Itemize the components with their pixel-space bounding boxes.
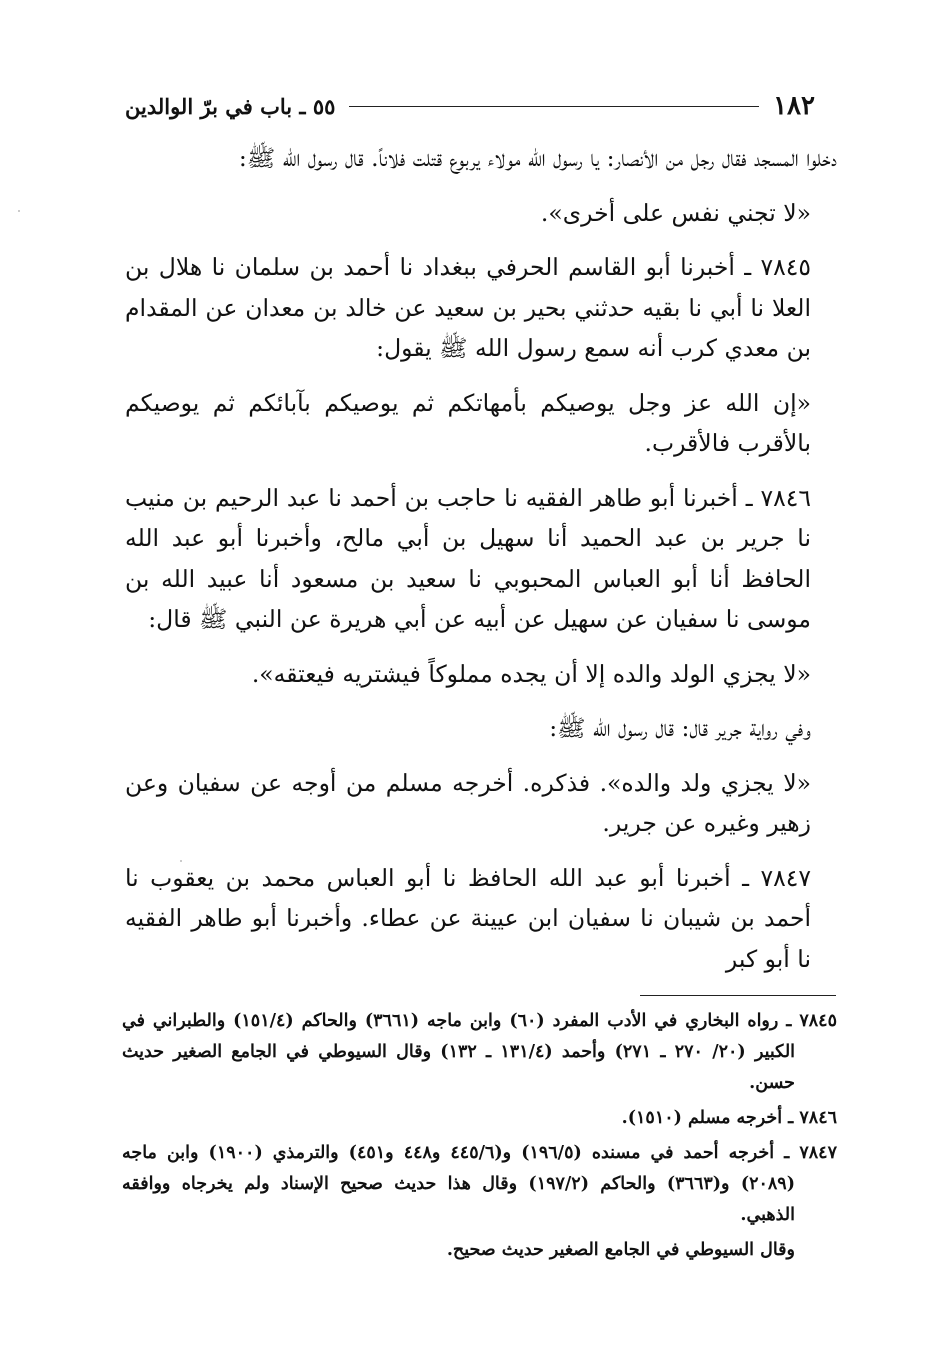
hadith-quote: «لا يجزي ولد والده». فذكره. أخرجه مسلم من أوجه عن سفيان وعن زهير وغيره عن جرير.: [125, 768, 811, 837]
hadith-quote: «لا يجزي الولد والده إلا أن يجده مملوكاً فيشتريه فيعتقه».: [251, 659, 811, 688]
footnote-7847: ٧٨٤٧ ـ أخرجه أحمد في مسنده (١٩٦/٥) و(٤٤٥/٦ و٤٤٨ و٤٥١) والترمذي (١٩٠٠) وابن ماجه (٢٠٨٩) و(٣٦٦٣) والحاكم (١٩٧/٢) وقال هذا حديث صحيح الإسناد ولم يخرجاه ووافقه الذهبي.: [122, 1143, 837, 1225]
running-header: [125, 86, 815, 126]
footnote-separator: [640, 995, 836, 996]
chapter-title: ٥٥ ـ باب في برّ الوالدين: [125, 93, 336, 119]
scan-speck: [18, 210, 20, 212]
page-number: ١٨٢: [773, 91, 815, 121]
scan-speck: [180, 860, 182, 862]
main-text: [125, 138, 837, 993]
hadith-quote: «إن الله عز وجل يوصيكم بأمهاتكم ثم يوصيكم بآبائكم ثم يوصيكم بالأقرب فالأقرب.: [125, 388, 811, 457]
hadith-7846: ٧٨٤٦ ـ أخبرنا أبو طاهر الفقيه نا حاجب بن أحمد نا عبد الرحيم بن منيب نا جرير بن عبد الحميد أنا سهيل بن أبي مالح، وأخبرنا أبو عبد الله الحافظ أنا أبو العباس المحبوبي نا سعيد بن مسعود أنا عبيد الله بن موسى نا سفيان عن سهيل عن أبيه عن أبي هريرة عن النبي ﷺ قال:: [125, 483, 811, 633]
footnote-7846: ٧٨٤٦ ـ أخرجه مسلم (١٥١٠).: [621, 1108, 837, 1128]
hadith-7847: ٧٨٤٧ ـ أخبرنا أبو عبد الله الحافظ نا أبو العباس محمد بن يعقوب نا أحمد بن شيبان نا سفيان ابن عيينة عن عطاء. وأخبرنا أبو طاهر الفقيه نا أبو كبر: [125, 863, 811, 973]
footnote-7847-continuation: وقال السيوطي في الجامع الصغير حديث صحيح.: [446, 1240, 795, 1260]
footnotes: [122, 1006, 837, 1266]
hadith-7845: ٧٨٤٥ ـ أخبرنا أبو القاسم الحرفي ببغداد نا أحمد بن سلمان نا هلال بن العلا نا أبي نا بقيه حدثني بحير بن سعيد عن خالد بن معدان عن المقدام بن معدي كرب أنه سمع رسول الله ﷺ يقول:: [125, 253, 811, 362]
footnote-7845: ٧٨٤٥ ـ رواه البخاري في الأدب المفرد (٦٠) وابن ماجه (٣٦٦١) والحاكم (١٥١/٤) والطبراني في الكبير (٢٠/ ٢٧٠ ـ ٢٧١) وأحمد (١٣١/٤ ـ ١٣٢) وقال السيوطي في الجامع الصغير حديث حسن.: [122, 1011, 837, 1093]
header-rule: [349, 106, 759, 107]
narration-note: وفي رواية جرير قال: قال رسول الله ﷺ:: [549, 714, 811, 742]
hadith-quote: «لا تجني نفس على أخرى».: [540, 198, 811, 227]
paragraph-continuation: دخلوا المسجد فقال رجل من الأنصار: يا رسول الله مولاء يربوع قتلت فلاناً. قال رسول الله ﷺ:: [238, 144, 837, 172]
